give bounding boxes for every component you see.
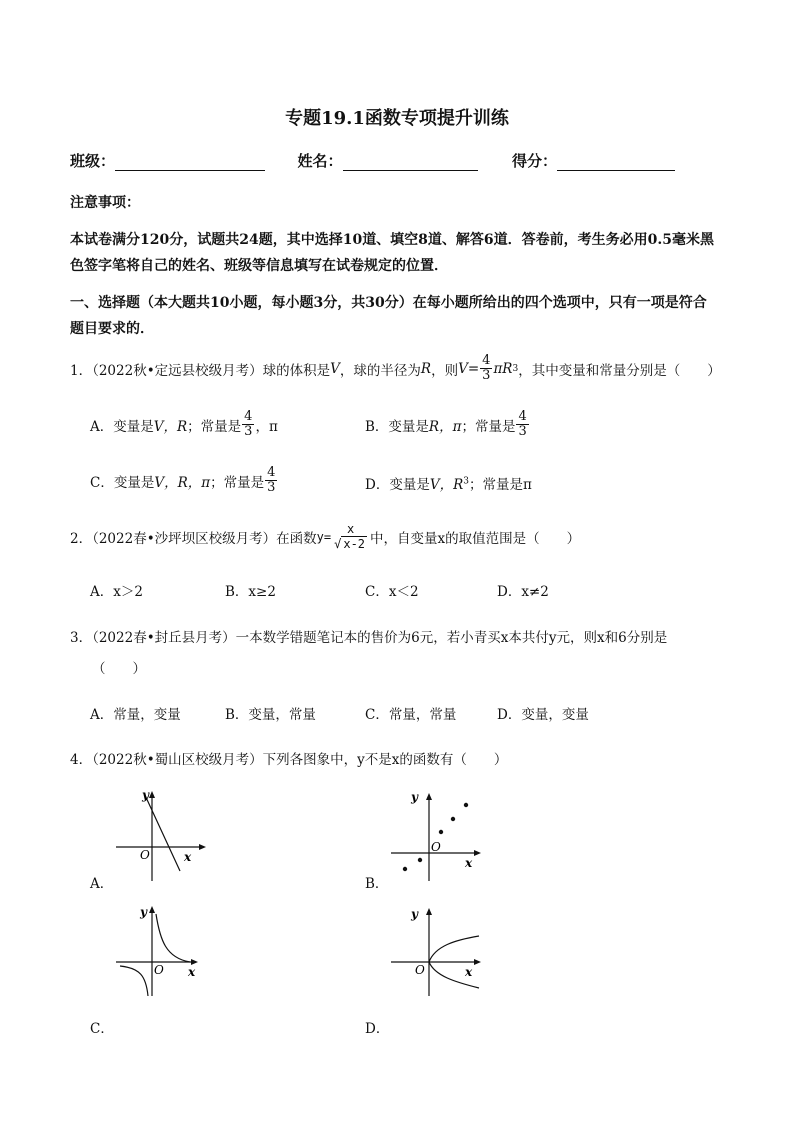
q1-var-v: V	[330, 360, 340, 377]
q1-var-r: R	[420, 360, 432, 377]
graph-b-point	[418, 858, 422, 862]
q1-mid1: ，球的半径为	[339, 362, 421, 379]
graph-a-y-arrow	[149, 791, 155, 798]
q4-option-c[interactable]: C．	[90, 1021, 114, 1037]
graph-a	[110, 785, 210, 885]
q2-option-b[interactable]: B．x≥2	[225, 584, 276, 600]
notice-line-2: 色签字笔将自己的姓名、班级等信息填写在试卷规定的位置．	[70, 258, 448, 274]
notice-line-1: 本试卷满分120分，试题共24题，其中选择10道、填空8道、解答6道．答卷前，考生务必用0.5毫米黑	[70, 232, 715, 248]
q1-pi-r: πR	[493, 360, 513, 377]
q1-cube: 3	[512, 363, 519, 374]
graph-b-x-label: x	[465, 856, 473, 870]
question-1	[70, 354, 721, 383]
graph-d-y-label: y	[411, 907, 418, 921]
q3-option-b[interactable]: B．变量，常量	[225, 707, 316, 723]
graph-b-y-label: y	[411, 790, 418, 804]
q1-suffix: ，其中变量和常量分别是（ ）	[518, 362, 721, 379]
q3-option-a[interactable]: A．常量，变量	[90, 707, 181, 723]
question-3-line-2: （ ）	[92, 661, 146, 677]
question-4: 4．（2022秋•蜀山区校级月考）下列各图象中，y不是x的函数有（ ）	[70, 752, 508, 768]
question-2	[70, 522, 580, 551]
q4-option-d[interactable]: D．	[365, 1021, 390, 1037]
student-info-row	[70, 150, 675, 171]
q2-option-c[interactable]: C．x＜2	[365, 584, 419, 600]
score-field[interactable]	[557, 152, 675, 171]
graph-c-x-label: x	[188, 965, 196, 979]
class-field[interactable]	[115, 152, 265, 171]
graph-b-y-arrow	[426, 793, 432, 800]
q1-prefix: 1．（2022秋•定远县校级月考）球的体积是	[70, 362, 331, 379]
q1-fraction: $\frac{4}{3}$	[482, 353, 491, 383]
graph-d-y-arrow	[426, 908, 432, 915]
graph-d-x-arrow	[474, 959, 481, 965]
q2-option-a[interactable]: A．x＞2	[90, 584, 143, 600]
question-3-line-1: 3．（2022春•封丘县月考）一本数学错题笔记本的售价为6元，若小青买x本共付y元，则x和6分别是	[70, 630, 668, 646]
class-label: 班级：	[70, 152, 116, 170]
graph-c-y-arrow	[149, 906, 155, 913]
graph-d	[385, 900, 485, 1000]
page-title: 专题19.1函数专项提升训练	[285, 108, 509, 129]
graph-a-x-arrow	[199, 844, 206, 850]
q2-option-d[interactable]: D．x≠2	[497, 584, 549, 600]
graph-c-curve-right	[156, 914, 190, 962]
graph-c	[110, 900, 210, 1000]
notice-heading: 注意事项：	[70, 195, 140, 211]
q1-equation: V=	[458, 360, 480, 377]
q1-option-c[interactable]: C．变量是 V，R，π ；常量是 $\frac{4}{3}$	[90, 465, 276, 495]
graph-c-y-label: y	[140, 905, 147, 919]
q1-option-d[interactable]: D．变量是V，$R^3$；常量是π	[365, 476, 532, 493]
graph-d-x-label: x	[465, 965, 473, 979]
graph-d-origin: O	[415, 963, 425, 977]
name-label: 姓名：	[297, 152, 343, 170]
name-field[interactable]	[343, 152, 478, 171]
q3-option-c[interactable]: C．常量，常量	[365, 707, 457, 723]
graph-a-origin: O	[140, 848, 150, 862]
graph-b-origin: O	[431, 840, 441, 854]
graph-a-x-label: x	[184, 850, 192, 864]
q2-y-eq: y=	[316, 529, 332, 544]
q4-option-a[interactable]: A．	[90, 876, 114, 892]
score-label: 得分：	[511, 152, 557, 170]
section-heading-line-2: 题目要求的．	[70, 321, 154, 337]
q2-fraction: $\frac{x}{√ x-2}$	[334, 522, 366, 551]
q1-option-b[interactable]: B．变量是 R，π ；常量是 $\frac{4}{3}$	[365, 409, 527, 439]
section-heading-line-1: 一、选择题（本大题共10小题，每小题3分，共30分）在每小题所给出的四个选项中，只有一项是符合	[70, 295, 707, 311]
graph-b-point	[451, 817, 455, 821]
q3-option-d[interactable]: D．变量，变量	[497, 707, 589, 723]
graph-b-point	[403, 867, 407, 871]
graph-b	[385, 785, 485, 885]
q2-suffix: 中，自变量x的取值范围是（ ）	[370, 530, 581, 547]
graph-c-origin: O	[154, 963, 164, 977]
q2-prefix: 2．（2022春•沙坪坝区校级月考）在函数	[70, 530, 317, 547]
q4-option-b[interactable]: B．	[365, 876, 389, 892]
graph-a-y-label: y	[142, 788, 149, 802]
q1-option-a[interactable]: A．变量是 V，R ；常量是 $\frac{4}{3}$ ，π	[90, 409, 278, 439]
graph-b-x-arrow	[474, 850, 481, 856]
graph-c-curve-left	[120, 966, 148, 996]
q1-mid2: ，则	[431, 362, 459, 379]
graph-b-point	[439, 830, 443, 834]
graph-b-point	[464, 803, 468, 807]
